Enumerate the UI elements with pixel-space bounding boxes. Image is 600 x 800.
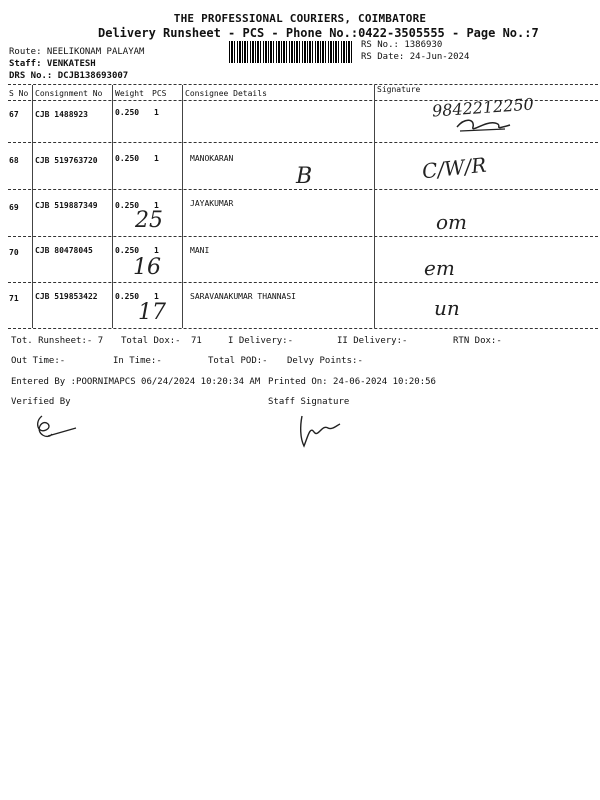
col-header-consignee: Consignee Details (185, 89, 267, 98)
table-top-rule (8, 84, 598, 85)
staff-label: Staff: VENKATESH (9, 59, 96, 69)
row-weight: 0.250 (115, 201, 140, 210)
col-header-pcs: PCS (152, 89, 167, 98)
column-divider (112, 85, 113, 328)
handwritten-note: 17 (138, 300, 166, 325)
col-header-sno: S No (9, 89, 29, 98)
row-sno: 68 (9, 156, 19, 165)
row-consignee: MANOKARAN (190, 154, 234, 163)
row-consignee: JAYAKUMAR (190, 199, 234, 208)
row-sno: 71 (9, 294, 19, 303)
handwritten-phone: 9842212250 (431, 94, 535, 121)
i-delivery: I Delivery:- (228, 336, 294, 346)
row-rule (8, 236, 598, 237)
verified-by: Verified By (11, 397, 71, 407)
row-pcs: 1 (154, 292, 159, 301)
row-weight: 0.250 (115, 108, 140, 117)
handwritten-note: 16 (133, 255, 161, 280)
rs-number: RS No.: 1386930 (361, 40, 443, 50)
staff-signature-mark (294, 410, 344, 454)
column-divider (374, 85, 375, 328)
row-consignment: CJB 519853422 (35, 292, 98, 301)
col-header-signature: Signature (377, 85, 421, 94)
row-rule (8, 142, 598, 143)
signature-scribble (455, 115, 515, 139)
row-weight: 0.250 (115, 154, 140, 163)
row-consignment: CJB 519887349 (35, 201, 98, 210)
company-name: THE PROFESSIONAL COURIERS, COIMBATORE (173, 12, 427, 25)
total-dox-label: Total Dox:- (121, 336, 181, 346)
in-time: In Time:- (113, 356, 162, 366)
rs-date: RS Date: 24-Jun-2024 (361, 52, 470, 62)
row-consignee: SARAVANAKUMAR THANNASI (190, 292, 296, 301)
row-weight: 0.250 (115, 246, 140, 255)
signature-text: C/W/R (420, 152, 488, 184)
column-divider (182, 85, 183, 328)
row-consignment: CJB 80478045 (35, 246, 93, 255)
total-dox-value: 71 (191, 336, 202, 346)
row-weight: 0.250 (115, 292, 140, 301)
runsheet-title: Delivery Runsheet - PCS - Phone No.:0422-3505555 - Page No.:7 (98, 26, 539, 40)
row-pcs: 1 (154, 154, 159, 163)
printed-on: Printed On: 24-06-2024 10:20:56 (268, 377, 436, 387)
col-header-weight: Weight (115, 89, 144, 98)
delvy-points: Delvy Points:- (287, 356, 363, 366)
entered-by: Entered By :POORNIMAPCS 06/24/2024 10:20:34 AM (11, 377, 261, 387)
verifier-signature (30, 412, 80, 446)
row-sno: 69 (9, 203, 19, 212)
drs-number: DRS No.: DCJB138693007 (9, 71, 129, 81)
out-time: Out Time:- (11, 356, 66, 366)
row-consignee: MANI (190, 246, 210, 255)
row-pcs: 1 (154, 246, 159, 255)
signature-text: om (436, 210, 468, 234)
handwritten-note: B (296, 164, 313, 189)
row-sno: 67 (9, 110, 19, 119)
table-bottom-rule (8, 328, 598, 329)
col-header-consignment: Consignment No (35, 89, 103, 98)
total-pod: Total POD:- (208, 356, 268, 366)
tot-runsheet: Tot. Runsheet:- 7 (11, 336, 104, 346)
signature-text: em (424, 256, 455, 280)
barcode (229, 41, 353, 63)
row-pcs: 1 (154, 108, 159, 117)
ii-delivery: II Delivery:- (337, 336, 408, 346)
route-label: Route: NEELIKONAM PALAYAM (9, 47, 145, 57)
signature-text: un (434, 296, 460, 320)
column-divider (32, 85, 33, 328)
row-sno: 70 (9, 248, 19, 257)
row-rule (8, 282, 598, 283)
row-consignment: CJB 1488923 (35, 110, 88, 119)
staff-signature-label: Staff Signature (268, 397, 350, 407)
rtn-dox: RTN Dox:- (453, 336, 502, 346)
row-consignment: CJB 519763720 (35, 156, 98, 165)
handwritten-note: 25 (135, 208, 163, 233)
row-pcs: 1 (154, 201, 159, 210)
row-rule (8, 189, 598, 190)
